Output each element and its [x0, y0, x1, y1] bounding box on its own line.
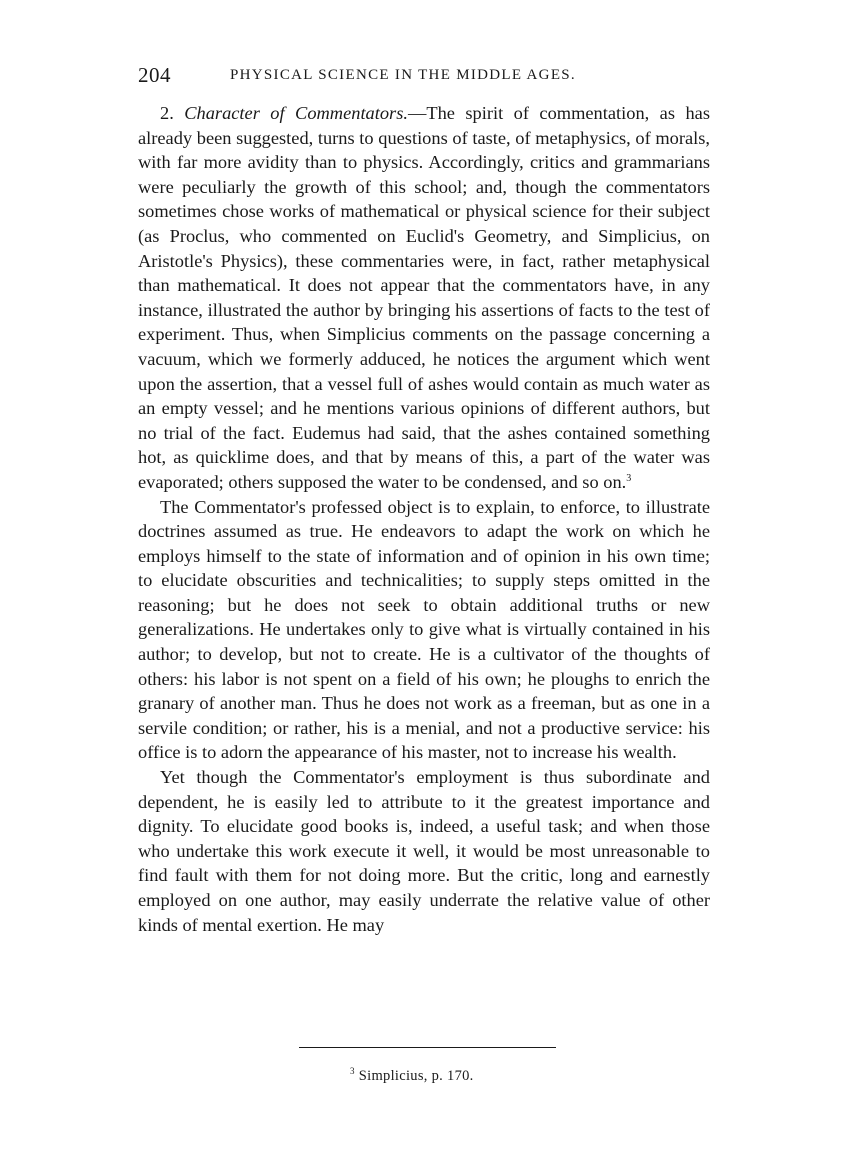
paragraph-1: [138, 101, 710, 495]
paragraph-1-text: —The spirit of commentation, as has already been suggested, turns to questions of taste, of metaphysics, of morals, with far more avidity than to physics. Accordingly, critics and grammarians were peculiarly the growth of this school; and, though the commentators sometimes chose works of mathematical or physical science for their subject (as Proclus, who commented on Euclid's Geometry, and Simplicius, on Aristotle's Physics), these commentaries were, in fact, rather metaphysical than mathematical. It does not appear that the commentators have, in any instance, illustrated the author by bringing his assertions of facts to the test of experiment. Thus, when Simplicius comments on the passage concerning a vacuum, which we formerly adduced, he notices the argument which went upon the assertion, that a vessel full of ashes would contain as much water as an empty vessel; and he mentions various opinions of different authors, but no trial of the fact. Eudemus had said, that the ashes contained something hot, as quicklime does, and that by means of this, a part of the water was evaporated; others supposed the water to be condensed, and so on.: [138, 103, 710, 492]
paragraph-3: Yet though the Commentator's employment is thus subordinate and dependent, he is easily led to attribute to it the greatest importance and dignity. To elucidate good books is, indeed, a useful task; and when those who undertake this work execute it well, it would be most unreasonable to find fault with them for not doing more. But the critic, long and earnestly employed on one author, may easily underrate the relative value of other kinds of mental exertion. He may: [138, 767, 710, 935]
page-number: 204: [138, 63, 171, 87]
footnote-text: Simplicius, p. 170.: [358, 1068, 474, 1084]
paragraph-2: The Commentator's professed object is to explain, to enforce, to illustrate doctrines assumed as true. He endeavors to adapt the work on which he employs himself to the state of information and of opinion in his own time; to elucidate obscurities and technicalities; to supply steps omitted in the reasoning; but he does not seek to obtain additional truths or new generalizations. He undertakes only to give what is virtually contained in his author; to develop, but not to create. He is a cultivator of the thoughts of others: his labor is not spent on a field of his own; he ploughs to enrich the granary of another man. Thus he does not work as a freeman, but as one in a servile condition; or rather, his is a menial, and not a productive service: his office is to adorn the appearance of his master, not to increase his wealth.: [138, 496, 710, 763]
footnote: [350, 1068, 474, 1085]
footnote-marker: 3: [350, 1066, 355, 1077]
running-head: PHYSICAL SCIENCE IN THE MIDDLE AGES.: [230, 67, 576, 83]
section-title: Character of Commentators.: [184, 103, 408, 123]
body-text: [138, 101, 710, 937]
page-header: [138, 63, 713, 93]
section-number: 2.: [160, 103, 174, 123]
footnote-reference: 3: [626, 472, 632, 484]
footnote-rule: [299, 1047, 556, 1048]
